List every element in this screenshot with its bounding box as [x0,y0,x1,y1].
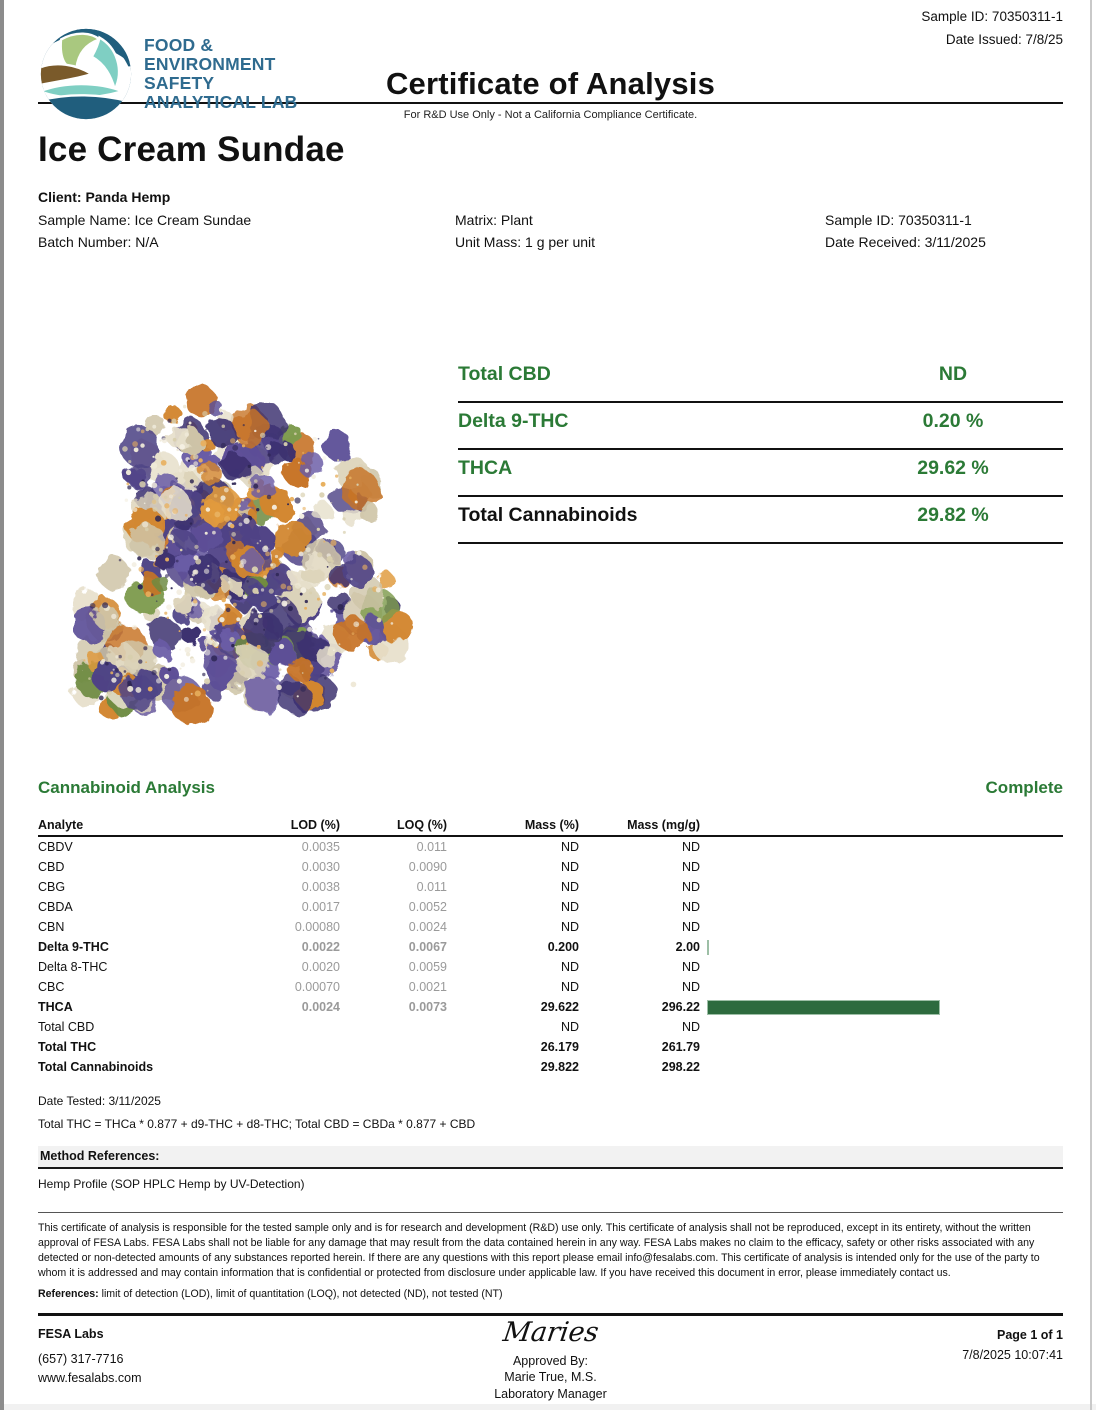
total-thc-formula: Total THC = THCa * 0.877 + d9-THC + d8-THC; Total CBD = CBDa * 0.877 + CBD [38,1117,476,1132]
mass-pct-cell: ND [560,900,579,915]
date-issued: Date Issued: 7/8/25 [945,31,1063,47]
analysis-row [38,957,1063,977]
mass-pct-cell: 29.822 [540,1060,579,1075]
mass-pct-cell: ND [560,880,579,895]
analysis-row [38,837,1063,857]
sample-info [38,186,1063,254]
lod-cell: 0.00070 [294,980,340,995]
lod-cell: 0.0035 [301,840,340,855]
approved-by-label: Approved By: [512,1353,589,1368]
mass-bar-cell [700,920,1063,935]
approver-name: Marie True, M.S. [504,1370,597,1385]
sample-ids [921,6,1063,52]
unit-mass: Unit Mass: 1 g per unit [455,234,596,251]
mass-mgg-cell: ND [681,1020,700,1035]
mass-bar [707,940,709,955]
mass-mgg-cell: 296.22 [661,1000,700,1015]
summary-label: Total Cannabinoids [458,504,638,527]
references-line [38,1288,1063,1300]
mass-pct-cell: ND [560,960,579,975]
mass-pct-cell: 26.179 [540,1040,579,1055]
date-received: Date Received: 3/11/2025 [825,234,986,251]
mass-mgg-cell: 298.22 [661,1060,700,1075]
footer-lab-name: FESA Labs [38,1327,104,1342]
mass-bar-cell [700,860,1063,875]
footer [38,1313,1063,1403]
footer-lab-info [38,1325,380,1403]
lod-cell: 0.0030 [301,860,340,875]
loq-cell: 0.0021 [408,980,447,995]
loq-cell: 0.0024 [408,920,447,935]
certificate-subtitle: For R&D Use Only - Not a California Compliance Certificate. [403,109,698,121]
lod-cell: 0.0024 [301,1000,340,1015]
mass-mgg-cell: ND [681,980,700,995]
mass-pct-cell: ND [560,980,579,995]
footer-phone: (657) 317-7716 [38,1351,124,1366]
mass-mgg-cell: ND [681,880,700,895]
summary-label: Delta 9-THC [458,410,569,433]
analyte-cell: CBDA [38,900,73,915]
mass-mgg-cell: ND [681,920,700,935]
loq-cell: 0.0090 [408,860,447,875]
summary-row [458,403,1063,450]
product-name: Ice Cream Sundae [38,130,345,169]
mass-bar-cell [700,980,1063,995]
references-label: References: [38,1288,99,1301]
main-section [38,362,1063,762]
method-references-item: Hemp Profile (SOP HPLC Hemp by UV-Detection) [38,1177,305,1192]
mass-mgg-cell: 261.79 [661,1040,700,1055]
col-loq: LOQ (%) [397,818,447,833]
mass-bar-cell [700,840,1063,855]
mass-bar-cell [700,1040,1063,1055]
page-number: Page 1 of 1 [996,1328,1063,1343]
analysis-row [38,1057,1063,1077]
footer-page-info [721,1325,1063,1403]
analysis-section-title: Cannabinoid Analysis [38,778,215,798]
mass-pct-cell: 0.200 [547,940,579,955]
lod-cell: 0.00080 [294,920,340,935]
analysis-row [38,1017,1063,1037]
analyte-cell: CBG [38,880,66,895]
mass-mgg-cell: ND [681,860,700,875]
sample-id-issued: Sample ID: 70350311-1 [921,9,1063,24]
analysis-row [38,857,1063,877]
analysis-row [38,917,1063,937]
analyte-cell: THCA [38,1000,73,1015]
disclaimer-text: This certificate of analysis is responsible for the tested sample only and is for research and development (R&D) use only. This certificate of analysis shall not be reproduced, except in its entirety, without the written approval of FESA Labs. FESA Labs shall not be liable for any damage that may result from the data contained herein in any way. FESA Labs makes no claim to the efficacy, safety or other risks associated with any detected or non-detected amounts of any substances reported herein. If there are any questions with this report please email info@fesalabs.com. This certificate of analysis is intended only for the use of the party to whom it is addressed and may contain information that is confidential or protected from disclosure under applicable law. If you have received this document in error, please immediately contact us. [38,1212,1063,1281]
loq-cell: 0.011 [416,840,447,855]
footer-approval [380,1317,722,1403]
summary-row [458,362,1063,403]
client: Client: Panda Hemp [38,189,171,205]
date-tested: Date Tested: 3/11/2025 [38,1094,161,1109]
loq-cell: 0.011 [416,880,447,895]
summary-value: ND [938,363,968,386]
mass-bar-cell [700,1000,1063,1015]
approver-signature: Maries [500,1317,601,1349]
mass-pct-cell: ND [560,1020,579,1035]
mass-bar-cell [700,900,1063,915]
matrix: Matrix: Plant [455,211,533,228]
summary-row [458,450,1063,497]
lab-name-line: ANALYTICAL LAB [144,92,298,113]
col-lod: LOD (%) [290,818,340,833]
info-col-mid [455,186,825,254]
analyte-cell: Total Cannabinoids [38,1060,154,1075]
lod-cell: 0.0038 [301,880,340,895]
analyte-cell: Delta 9-THC [38,940,109,955]
mass-mgg-cell: 2.00 [675,940,700,955]
summary-label: THCA [458,457,513,480]
mass-mgg-cell: ND [681,900,700,915]
analyte-cell: CBC [38,980,65,995]
analyte-cell: Delta 8-THC [38,960,108,975]
analysis-table [38,815,1063,1077]
analyte-cell: Total THC [38,1040,97,1055]
lab-name-line: ENVIRONMENT [144,53,276,74]
loq-cell: 0.0052 [408,900,447,915]
lod-cell: 0.0022 [301,940,340,955]
lab-name-line: FOOD & [144,34,214,55]
lab-name-line: SAFETY [144,73,215,93]
col-mass-pct: Mass (%) [524,818,579,833]
method-references-title: Method References: [38,1146,1063,1169]
analysis-row [38,937,1063,957]
certificate-title: Certificate of Analysis [385,66,716,101]
col-mass-mgg: Mass (mg/g) [627,818,700,833]
lod-cell: 0.0020 [301,960,340,975]
header [38,0,1063,113]
analysis-row [38,977,1063,997]
analyte-cell: CBN [38,920,65,935]
mass-mgg-cell: ND [681,840,700,855]
product-photo [38,362,458,762]
mass-pct-cell: ND [560,860,579,875]
sample-name: Sample Name: Ice Cream Sundae [38,211,252,228]
analysis-row [38,877,1063,897]
mass-pct-cell: ND [560,840,579,855]
mass-bar-cell [700,1020,1063,1035]
cannabis-bud-image [38,362,438,762]
analyte-cell: Total CBD [38,1020,95,1035]
mass-mgg-cell: ND [681,960,700,975]
analysis-row [38,897,1063,917]
info-col-left [38,186,455,254]
analysis-status-badge: Complete [985,778,1063,798]
summary-value: 0.20 % [922,410,984,433]
references-text: limit of detection (LOD), limit of quantitation (LOQ), not detected (ND), not tested (NT) [98,1288,503,1301]
analysis-row [38,997,1063,1017]
analyte-cell: CBD [38,860,65,875]
lod-cell: 0.0017 [301,900,340,915]
footer-timestamp: 7/8/2025 10:07:41 [962,1348,1063,1363]
analysis-table-header [38,815,1063,837]
loq-cell: 0.0067 [408,940,447,955]
mass-pct-cell: ND [560,920,579,935]
mass-bar-cell [700,960,1063,975]
sample-id: Sample ID: 70350311-1 [825,211,972,228]
approver-title: Laboratory Manager [494,1387,607,1402]
summary-value: 29.62 % [917,457,989,480]
mass-bar-cell [700,880,1063,895]
col-analyte: Analyte [38,818,84,833]
mass-pct-cell: 29.622 [540,1000,579,1015]
analysis-section-head [38,778,1063,798]
mass-bar-cell [700,1060,1063,1075]
info-col-right [825,186,1063,254]
batch-number: Batch Number: N/A [38,234,159,251]
mass-bar [707,1000,940,1015]
analyte-cell: CBDV [38,840,73,855]
loq-cell: 0.0059 [408,960,447,975]
loq-cell: 0.0073 [408,1000,447,1015]
analysis-table-body [38,837,1063,1077]
summary-results [458,362,1063,762]
mass-bar-cell [700,940,1063,955]
summary-value: 29.82 % [917,504,989,527]
footer-website[interactable]: www.fesalabs.com [38,1370,142,1385]
summary-label: Total CBD [458,363,551,386]
summary-row [458,497,1063,544]
analysis-row [38,1037,1063,1057]
